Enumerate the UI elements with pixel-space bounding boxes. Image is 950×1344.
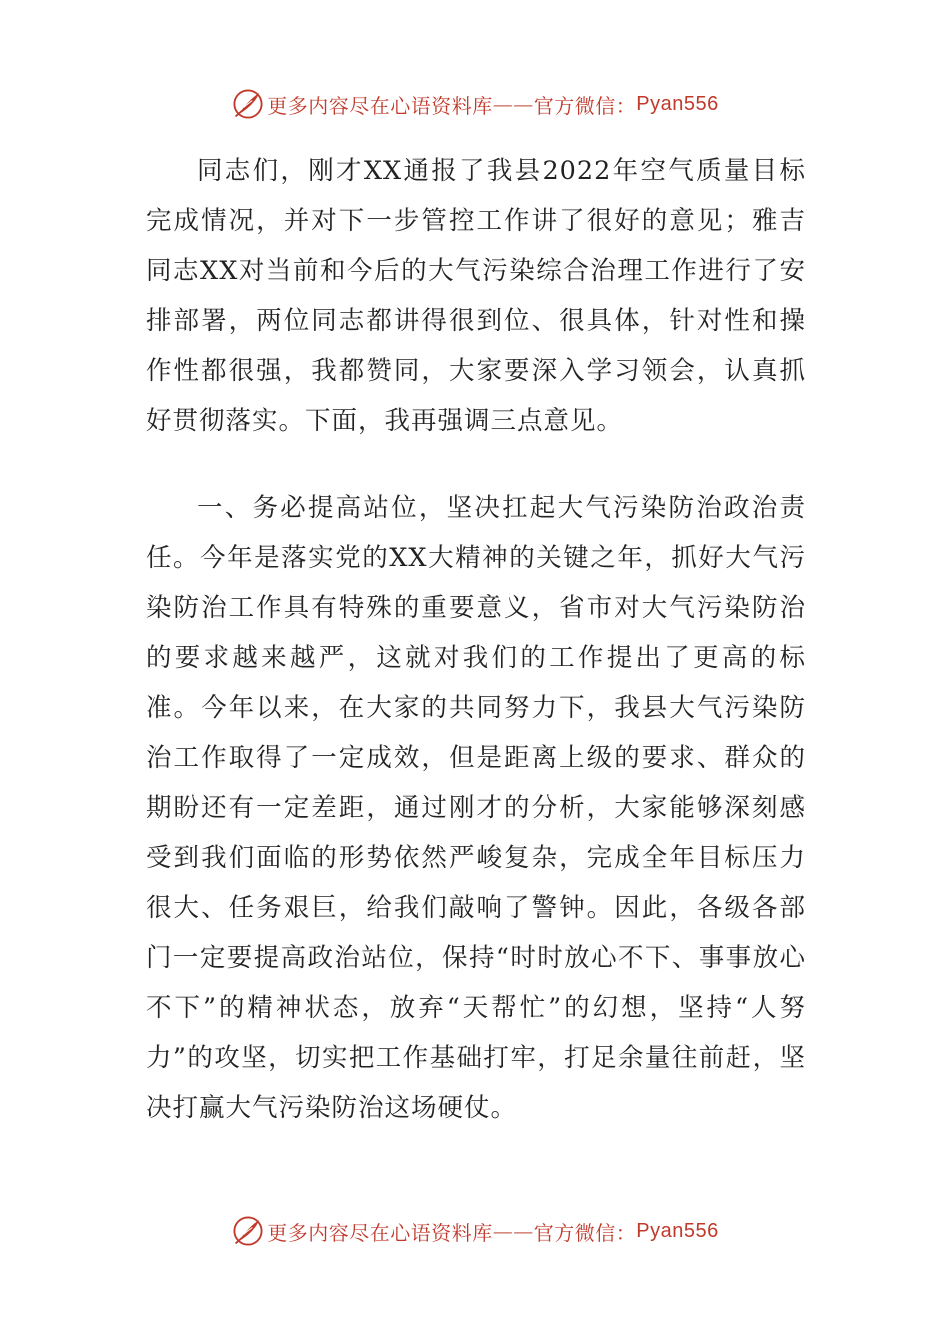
- watermark-text: 更多内容尽在心语资料库: [267, 1220, 493, 1245]
- watermark-header: [0, 84, 950, 124]
- quill-pen-logo-icon: [231, 1214, 265, 1248]
- watermark-text: 更多内容尽在心语资料库: [267, 93, 493, 118]
- watermark-footer: [0, 1211, 950, 1251]
- body-paragraph-opening: 同志们，刚才XX通报了我县2022年空气质量目标完成情况，并对下一步管控工作讲了很好的意见；雅吉同志XX对当前和今后的大气污染综合治理工作进行了安排部署，两位同志都讲得很到位、很具体，针对性和操作性都很强，我都赞同，大家要深入学习领会，认真抓好贯彻落实。下面，我再强调三点意见。: [146, 156, 806, 436]
- watermark-contact-id: Pyan556: [636, 1219, 719, 1242]
- watermark-separator: ——: [492, 1219, 534, 1243]
- quill-pen-logo-icon: [231, 87, 265, 121]
- document-body: [146, 146, 806, 1133]
- watermark-contact-id: Pyan556: [636, 92, 719, 115]
- body-paragraph-section-one: 一、务必提高站位，坚决扛起大气污染防治政治责任。今年是落实党的XX大精神的关键之年，抓好大气污染防治工作具有特殊的重要意义，省市对大气污染防治的要求越来越严，这就对我们的工作提出了更高的标准。今年以来，在大家的共同努力下，我县大气污染防治工作取得了一定成效，但是距离上级的要求、群众的期盼还有一定差距，通过刚才的分析，大家能够深刻感受到我们面临的形势依然严峻复杂，完成全年目标压力很大、任务艰巨，给我们敲响了警钟。因此，各级各部门一定要提高政治站位，保持“时时放心不下、事事放心不下”的精神状态，放弃“天帮忙”的幻想，坚持“人努力”的攻坚，切实把工作基础打牢，打足余量往前赶，坚决打赢大气污染防治这场硬仗。: [146, 493, 806, 1123]
- watermark-contact-label: 官方微信：: [533, 93, 637, 118]
- watermark-contact-label: 官方微信：: [533, 1220, 637, 1245]
- watermark-separator: ——: [492, 92, 534, 116]
